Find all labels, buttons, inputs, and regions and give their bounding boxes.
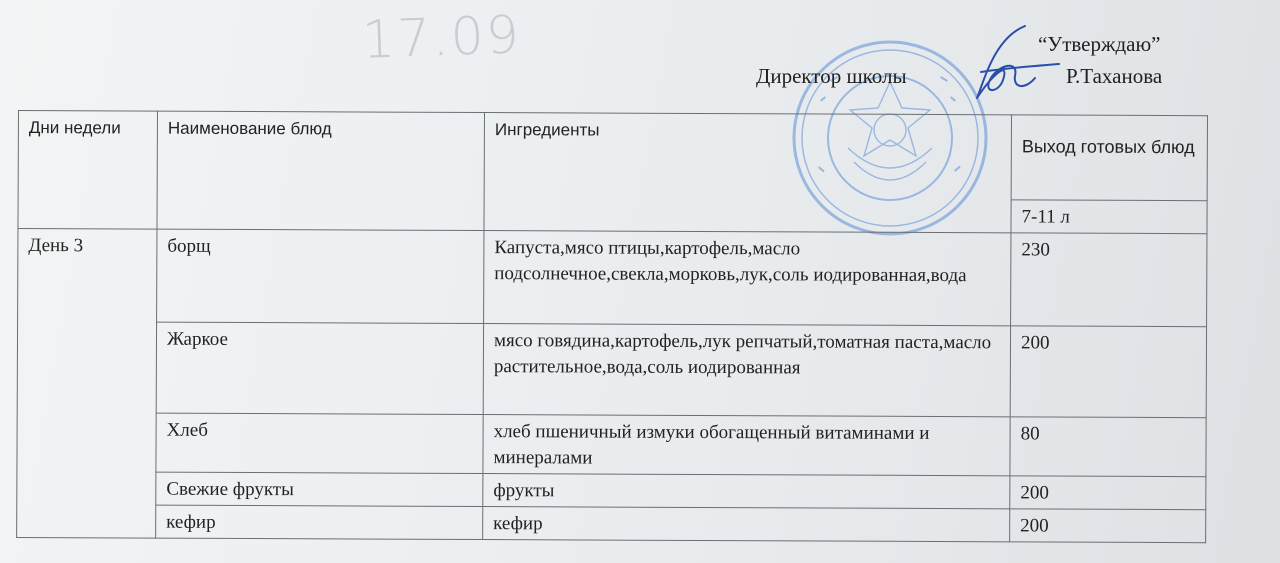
director-title: Директор школы xyxy=(756,64,907,88)
dish-yield: 200 xyxy=(1010,476,1206,510)
dish-name: борщ xyxy=(157,229,484,323)
header-ingredients: Ингредиенты xyxy=(484,113,1012,233)
dish-ingredients: хлеб пшеничный измуки обогащенный витаминами и минералами xyxy=(483,415,1010,476)
table-row xyxy=(18,229,1207,327)
dish-ingredients: кефир xyxy=(483,507,1010,542)
dish-name: Хлеб xyxy=(156,413,483,473)
dish-name: Жаркое xyxy=(156,322,483,414)
menu-table xyxy=(16,110,1208,543)
dish-name: Свежие фрукты xyxy=(156,472,483,506)
header-days: Дни недели xyxy=(18,111,158,230)
table-row xyxy=(17,504,1206,542)
table-row xyxy=(17,471,1206,509)
age-group: 7-11 л xyxy=(1011,200,1207,234)
handwritten-date: 17.09 xyxy=(361,5,522,71)
header-yield: Выход готовых блюд xyxy=(1011,115,1207,201)
dish-ingredients: фрукты xyxy=(483,474,1010,509)
approval-label: “Утверждаю” xyxy=(1038,32,1161,56)
table-header-row xyxy=(18,111,1207,201)
dish-yield: 200 xyxy=(1010,509,1206,543)
dish-yield: 80 xyxy=(1010,417,1206,477)
director-name: Р.Таханова xyxy=(1066,64,1163,88)
dish-name: кефир xyxy=(156,505,483,539)
table-row xyxy=(17,412,1206,476)
dish-ingredients: Капуста,мясо птицы,картофель,масло подсолнечное,свекла,морковь,лук,соль иодированная,вода xyxy=(484,231,1011,326)
day-cell: День 3 xyxy=(17,229,157,539)
header-dish-name: Наименование блюд xyxy=(157,111,485,230)
dish-yield: 230 xyxy=(1011,233,1207,327)
table-row xyxy=(17,322,1206,418)
dish-ingredients: мясо говядина,картофель,лук репчатый,томатная паста,масло растительное,вода,соль иодированная xyxy=(483,324,1010,417)
dish-yield: 200 xyxy=(1010,326,1206,418)
